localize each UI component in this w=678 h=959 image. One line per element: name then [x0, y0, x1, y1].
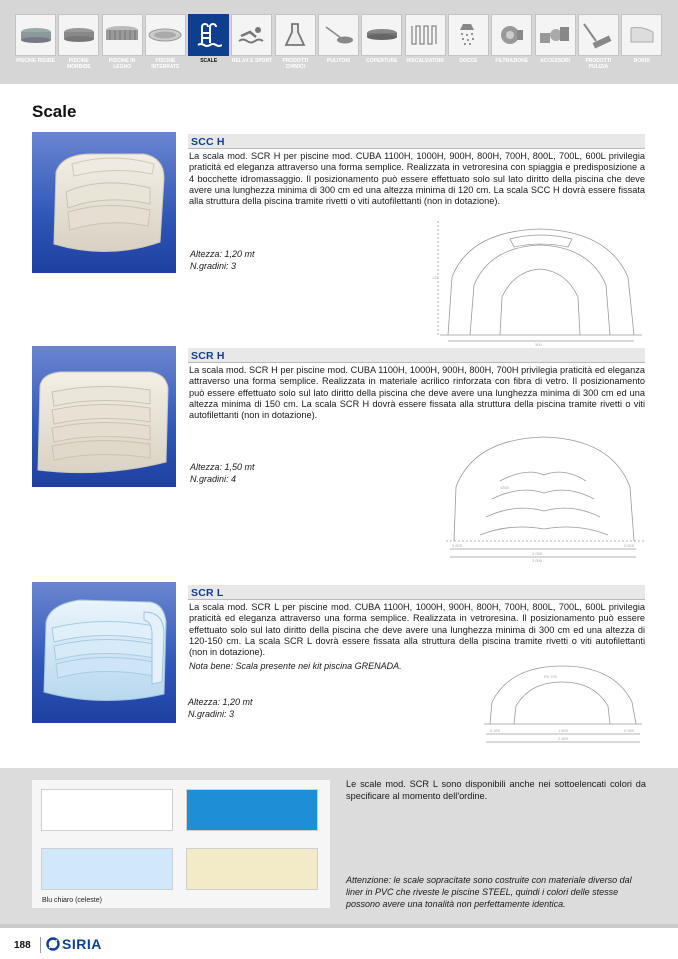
category-row	[14, 14, 664, 76]
category-tab-piscine-morbide[interactable]	[57, 14, 100, 76]
pool-cleaner-icon	[323, 24, 355, 46]
category-tab-riscaldatori[interactable]	[404, 14, 447, 76]
page-number: 188	[14, 940, 31, 951]
category-label: PRODOTTI PULIZIA	[585, 58, 612, 70]
rigid-pool-icon	[19, 26, 53, 44]
category-bar	[0, 0, 678, 84]
category-tab-relax-e-sport[interactable]	[230, 14, 273, 76]
color-swatch-blue	[187, 790, 317, 830]
filter-icon	[498, 22, 526, 48]
wood-pool-icon	[104, 24, 140, 46]
technical-drawing	[430, 217, 650, 347]
svg-text:3.000: 3.000	[532, 558, 543, 563]
category-tab-piscine-rigide[interactable]	[14, 14, 57, 76]
shower-icon	[455, 21, 481, 49]
swatch-label: Blu chiaro (celeste)	[42, 897, 102, 904]
ladder-photo-image	[32, 132, 176, 273]
siria-logo-icon	[46, 937, 60, 951]
category-tab-bordi[interactable]	[620, 14, 663, 76]
product-height: Altezza: 1,20 mt	[190, 249, 255, 259]
svg-text:R0.700: R0.700	[544, 674, 557, 679]
product-description: La scala mod. SCR L per piscine mod. CUBA 1100H, 1000H, 900H, 800H, 700H, 800L, 700L, 600L privilegia praticità ed eleganza attraverso una forma semplice. Realizzata in vetroresina. Il posizionamento può essere effettuato solo sul lato diritto della piscina che deve avere una lunghezza minima di 300 cm ed una altezza di 120-150 cm. La scala SCR L dovrà essere fissata alla struttura della piscina tramite rivetti o viti autofilettanti (non in dotazione).	[189, 602, 645, 658]
colors-section	[0, 768, 678, 924]
heater-icon	[409, 22, 441, 48]
flask-icon	[284, 21, 306, 49]
category-tab-pulitori[interactable]	[317, 14, 360, 76]
svg-text:0.825: 0.825	[624, 543, 635, 548]
category-label: PISCINE RIGIDE	[16, 58, 55, 64]
footer-divider	[40, 937, 41, 953]
category-label: RELAX E SPORT	[231, 58, 273, 64]
category-label: PISCINE INTERRATE	[151, 58, 180, 70]
pool-cover-icon	[365, 27, 399, 43]
svg-text:1500: 1500	[500, 485, 509, 490]
color-swatch-light-blue	[42, 849, 172, 889]
product-description: La scala mod. SCR H per piscine mod. CUBA 1100H, 1000H, 900H, 800H, 700H, 800L, 700L, 600L privilegia praticità ed eleganza attraverso una forma semplice. Realizzata in vetroresina con spiaggia e predisposizione a 4 bocchette idromassaggio. Il posizionamento può essere effettuato solo sul lato diritto della piscina che deve avere una lunghezza minima di 300 cm ed una altezza minima di 120 cm. La scala SCC H dovrà essere fissata alla struttura della piscina tramite rivetti o viti autofilettanti (non in dotazione).	[189, 151, 645, 207]
colors-availability-text: Le scale mod. SCR L sono disponibili anche nei sottoelencati colori da specificare al momento dell'ordine.	[346, 779, 646, 801]
category-label: PISCINE MORBIDE	[66, 58, 91, 70]
ladder-photo-image	[32, 582, 176, 723]
product-steps: N.gradini: 3	[190, 261, 237, 271]
soft-pool-icon	[62, 26, 96, 44]
product-header	[188, 348, 645, 363]
category-tab-piscine-interrate[interactable]	[144, 14, 187, 76]
product-specs	[188, 696, 253, 720]
category-label: ACCESSORI	[540, 58, 570, 64]
accessories-icon	[538, 23, 572, 47]
product-height: Altezza: 1,20 mt	[188, 697, 253, 707]
product-code: SCR L	[191, 587, 224, 599]
svg-text:300: 300	[535, 342, 542, 347]
product-specs	[190, 461, 255, 485]
product-code: SCC H	[191, 136, 225, 148]
page-footer	[0, 924, 678, 959]
svg-text:2.085: 2.085	[532, 551, 543, 556]
product-note: Nota bene: Scala presente nei kit piscina GRENADA.	[189, 661, 402, 671]
product-photo	[32, 132, 176, 273]
swimmer-icon	[237, 24, 267, 46]
category-label: SCALE	[200, 58, 218, 64]
svg-text:2.300: 2.300	[558, 736, 569, 741]
product-photo	[32, 582, 176, 723]
product-height: Altezza: 1,50 mt	[190, 462, 255, 472]
category-tab-coperture[interactable]	[360, 14, 403, 76]
colors-warning-note: Attenzione: le scale sopracitate sono costruite con materiale diverso dal liner in PVC che riveste le piscine STEEL, quindi i colori delle stesse possono avere una tonalità non perfettamente identica.	[346, 875, 632, 909]
svg-text:1.600: 1.600	[558, 728, 569, 733]
brush-icon	[581, 21, 615, 49]
color-swatch-white	[42, 790, 172, 830]
svg-text:0.350: 0.350	[490, 728, 501, 733]
technical-drawing	[478, 662, 648, 754]
category-tab-accessori[interactable]	[534, 14, 577, 76]
technical-drawing	[440, 431, 650, 567]
category-label: FILTRAZIONE	[495, 58, 529, 64]
category-tab-prodotti-chimici[interactable]	[274, 14, 317, 76]
product-header	[188, 585, 645, 600]
category-tab-piscine-in-legno[interactable]	[101, 14, 144, 76]
product-specs	[190, 248, 255, 272]
brand-name: SIRIA	[62, 936, 102, 952]
category-tab-prodotti-pulizia[interactable]	[577, 14, 620, 76]
brand-logo	[46, 936, 102, 952]
svg-text:0.350: 0.350	[624, 728, 635, 733]
category-label: COPERTURE	[366, 58, 398, 64]
category-label: DOCCE	[459, 58, 478, 64]
product-code: SCR H	[191, 350, 225, 362]
category-label: PRODOTTI CHIMICI	[282, 58, 309, 70]
color-swatch-cream	[187, 849, 317, 889]
color-swatch-panel	[32, 780, 330, 908]
category-tab-filtrazione[interactable]	[490, 14, 533, 76]
page-title: Scale	[32, 102, 77, 121]
product-description: La scala mod. SCR H per piscine mod. CUBA 1100H, 1000H, 900H, 800H, 700H privilegia praticità ed eleganza attraverso una forma semplice. Realizzata in materiale acrilico rinforzata con fibra di vetro. Il posizionamento può essere effettuato solo sul lato diritto della piscina che deve avere una lunghezza minima di 300 cm ed una altezza minima di 150 cm. La scala SCR H dovrà essere fissata alla struttura della piscina tramite rivetti o viti autofilettanti (non in dotazione).	[189, 365, 645, 421]
category-label: PULITORI	[326, 58, 351, 64]
product-header	[188, 134, 645, 149]
product-steps: N.gradini: 3	[188, 709, 235, 719]
category-label: PISCINE IN LEGNO	[108, 58, 136, 70]
ladder-icon	[196, 21, 222, 49]
category-tab-scale[interactable]	[187, 14, 230, 76]
pool-edge-icon	[627, 24, 657, 46]
svg-text:120: 120	[432, 275, 439, 280]
category-label: BORDI	[633, 58, 650, 64]
category-label: RISCALDATORI	[406, 58, 444, 64]
category-tab-docce[interactable]	[447, 14, 490, 76]
product-photo	[32, 346, 176, 487]
product-steps: N.gradini: 4	[190, 474, 237, 484]
inground-pool-icon	[147, 26, 183, 44]
svg-text:0.825: 0.825	[452, 543, 463, 548]
ladder-photo-image	[32, 346, 176, 487]
